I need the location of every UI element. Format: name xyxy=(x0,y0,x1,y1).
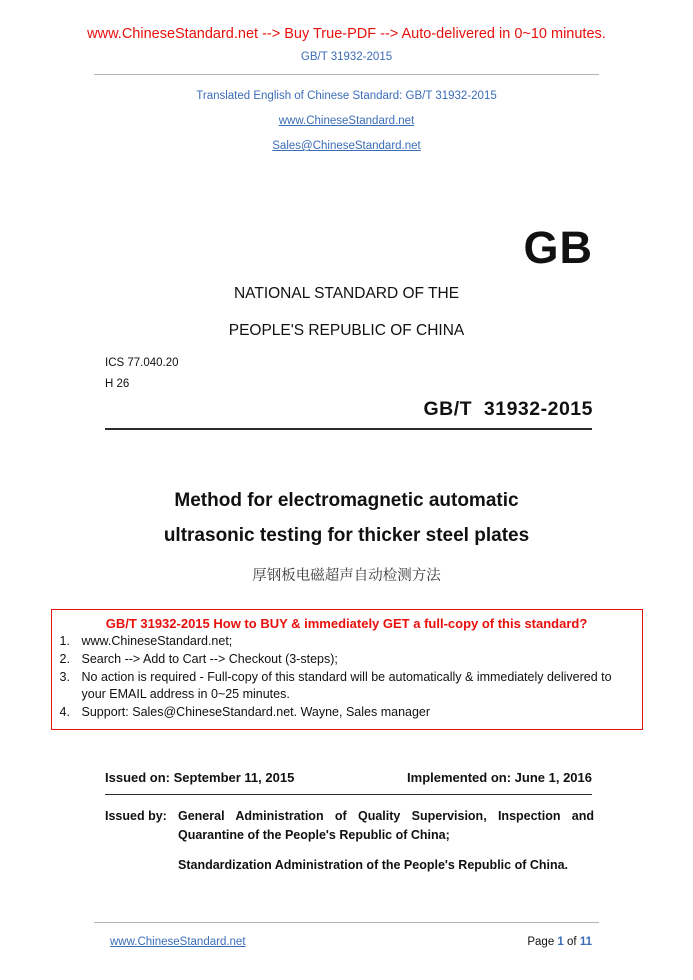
list-item-number: 4. xyxy=(59,705,70,720)
promo-line: www.ChineseStandard.net --> Buy True-PDF --> Auto-delivered in 0~10 minutes. xyxy=(87,26,606,42)
footer-divider xyxy=(94,922,599,923)
site-link-row xyxy=(0,115,693,127)
page-number: 1 xyxy=(557,936,564,948)
footer-row xyxy=(110,936,592,948)
title-line2: ultrasonic testing for thicker steel plates xyxy=(163,524,530,546)
issued-by-label: Issued by: xyxy=(105,808,167,823)
email-link-row xyxy=(0,140,693,152)
list-item xyxy=(60,633,634,651)
issued-by-block xyxy=(105,807,594,875)
h-class-code: H 26 xyxy=(105,377,130,390)
publication-dates-row xyxy=(105,770,592,785)
publication-divider xyxy=(105,794,592,795)
issuing-org-1: General Administration of Quality Supervision, Inspection and Quarantine of the People's Republic of China; xyxy=(178,808,594,843)
list-item-text: Search --> Add to Cart --> Checkout (3-steps); xyxy=(81,651,338,666)
issued-on-date: Issued on: September 11, 2015 xyxy=(105,769,295,785)
list-item-number: 3. xyxy=(59,669,70,684)
list-item-number: 1. xyxy=(59,634,70,649)
ics-code: ICS 77.040.20 xyxy=(105,357,179,370)
list-item-number: 2. xyxy=(59,651,70,666)
issuing-org-2: Standardization Administration of the People's Republic of China. xyxy=(178,857,569,872)
implemented-on-date: Implemented on: June 1, 2016 xyxy=(407,769,592,785)
classification-block xyxy=(105,353,693,394)
footer-site-link[interactable]: www.ChineseStandard.net xyxy=(110,936,246,948)
page-footer xyxy=(0,922,693,948)
page-indicator xyxy=(527,936,592,948)
list-item-text: Support: Sales@ChineseStandard.net. Wayne, Sales manager xyxy=(81,705,431,720)
translated-line: Translated English of Chinese Standard: GB/T 31932-2015 xyxy=(196,90,497,102)
gb-logo: GB xyxy=(523,222,593,273)
page-total: 11 xyxy=(579,936,592,948)
list-item xyxy=(60,704,634,722)
buy-info-box xyxy=(51,609,643,730)
title-chinese: 厚钢板电磁超声自动检测方法 xyxy=(252,567,441,584)
issuing-organizations xyxy=(178,807,594,875)
header-divider xyxy=(94,74,599,75)
list-item-text: No action is required - Full-copy of this standard will be automatically & immediately delivered to your EMAIL address in 0~25 minutes. xyxy=(81,669,612,702)
standard-number: GB/T 31932-2015 xyxy=(423,397,593,420)
page-word: Page xyxy=(527,936,555,948)
list-item-text: www.ChineseStandard.net; xyxy=(81,634,233,649)
national-standard-line2: PEOPLE'S REPUBLIC OF CHINA xyxy=(228,322,465,340)
list-item xyxy=(60,669,634,705)
email-link[interactable]: Sales@ChineseStandard.net xyxy=(272,140,421,152)
title-line1: Method for electromagnetic automatic xyxy=(174,489,519,511)
header-standard-code: GB/T 31932-2015 xyxy=(300,51,393,63)
of-word: of xyxy=(567,936,577,948)
buy-box-heading: GB/T 31932-2015 How to BUY & immediately GET a full-copy of this standard? xyxy=(105,615,588,631)
list-item xyxy=(60,651,634,669)
national-standard-line1: NATIONAL STANDARD OF THE xyxy=(233,285,460,303)
site-link[interactable]: www.ChineseStandard.net xyxy=(278,115,415,127)
masthead-divider xyxy=(105,428,592,430)
